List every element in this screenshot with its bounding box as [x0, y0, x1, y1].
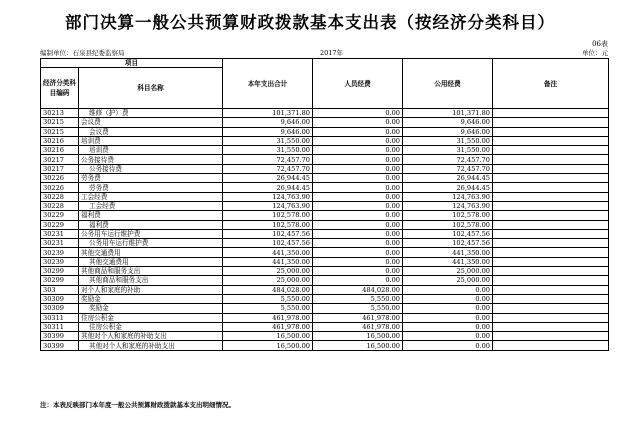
cell-public: 25,000.00	[403, 267, 493, 276]
cell-total: 5,550.00	[223, 304, 313, 313]
cell-personnel: 0.00	[313, 229, 403, 238]
table-row	[41, 257, 609, 266]
cell-total: 26,944.45	[223, 183, 313, 192]
cell-personnel: 0.00	[313, 257, 403, 266]
table-row	[41, 276, 609, 285]
expenditure-table	[40, 58, 609, 351]
cell-code: 30299	[41, 267, 79, 276]
cell-name: 工会经费	[79, 201, 223, 210]
cell-code: 30311	[41, 313, 79, 322]
cell-code: 30217	[41, 164, 79, 173]
cell-code: 30229	[41, 211, 79, 220]
cell-public: 102,457.56	[403, 239, 493, 248]
cell-name: 其他交通费用	[79, 257, 223, 266]
cell-total: 26,944.45	[223, 174, 313, 183]
cell-total: 124,763.90	[223, 192, 313, 201]
cell-remark	[493, 174, 609, 183]
cell-personnel: 461,978.00	[313, 322, 403, 331]
cell-name: 公务接待费	[79, 164, 223, 173]
cell-public: 31,550.00	[403, 136, 493, 145]
cell-remark	[493, 248, 609, 257]
cell-personnel: 0.00	[313, 239, 403, 248]
cell-personnel: 0.00	[313, 220, 403, 229]
cell-public: 124,763.90	[403, 201, 493, 210]
cell-public: 72,457.70	[403, 164, 493, 173]
cell-name: 其他商品和服务支出	[79, 276, 223, 285]
cell-remark	[493, 155, 609, 164]
cell-name: 公务用车运行维护费	[79, 239, 223, 248]
cell-public: 72,457.70	[403, 155, 493, 164]
header-project: 项目	[41, 59, 223, 68]
cell-code: 30229	[41, 220, 79, 229]
cell-code: 30231	[41, 229, 79, 238]
cell-personnel: 0.00	[313, 211, 403, 220]
cell-personnel: 16,500.00	[313, 332, 403, 341]
table-row	[41, 294, 609, 303]
table-row	[41, 136, 609, 145]
cell-public: 102,578.00	[403, 211, 493, 220]
header-total: 本年支出合计	[223, 59, 313, 109]
table-row	[41, 127, 609, 136]
cell-code: 30213	[41, 109, 79, 118]
cell-personnel: 0.00	[313, 146, 403, 155]
cell-remark	[493, 285, 609, 294]
cell-name: 其他商品和服务支出	[79, 267, 223, 276]
cell-code: 30299	[41, 276, 79, 285]
cell-total: 484,028.00	[223, 285, 313, 294]
cell-total: 102,457.56	[223, 239, 313, 248]
report-title: 部门决算一般公共预算财政拨款基本支出表（按经济分类科目）	[65, 13, 555, 32]
cell-code: 30239	[41, 248, 79, 257]
cell-total: 124,763.90	[223, 201, 313, 210]
header-name: 科目名称	[79, 68, 223, 109]
cell-public: 26,944.45	[403, 174, 493, 183]
table-row	[41, 164, 609, 173]
cell-total: 72,457.70	[223, 164, 313, 173]
cell-code: 30309	[41, 294, 79, 303]
cell-code: 30231	[41, 239, 79, 248]
cell-public: 0.00	[403, 294, 493, 303]
cell-personnel: 0.00	[313, 201, 403, 210]
cell-public: 0.00	[403, 313, 493, 322]
cell-personnel: 0.00	[313, 248, 403, 257]
footnote: 注：本表反映部门本年度一般公共预算财政拨款基本支出明细情况。	[40, 401, 235, 409]
cell-total: 5,550.00	[223, 294, 313, 303]
cell-remark	[493, 313, 609, 322]
table-row	[41, 211, 609, 220]
cell-name: 公务接待费	[79, 155, 223, 164]
cell-code: 30217	[41, 155, 79, 164]
cell-total: 461,978.00	[223, 322, 313, 331]
table-row	[41, 322, 609, 331]
table-row	[41, 313, 609, 322]
cell-code: 30215	[41, 118, 79, 127]
cell-name: 奖励金	[79, 294, 223, 303]
cell-personnel: 0.00	[313, 155, 403, 164]
table-row	[41, 220, 609, 229]
cell-personnel: 0.00	[313, 174, 403, 183]
cell-remark	[493, 294, 609, 303]
unit-label: 单位：元	[582, 49, 608, 57]
table-row	[41, 304, 609, 313]
cell-name: 公务用车运行维护费	[79, 229, 223, 238]
cell-total: 102,578.00	[223, 211, 313, 220]
table-row	[41, 174, 609, 183]
cell-remark	[493, 229, 609, 238]
cell-code: 30311	[41, 322, 79, 331]
table-row	[41, 118, 609, 127]
cell-remark	[493, 192, 609, 201]
cell-total: 25,000.00	[223, 276, 313, 285]
cell-remark	[493, 201, 609, 210]
cell-remark	[493, 322, 609, 331]
cell-total: 102,578.00	[223, 220, 313, 229]
table-row	[41, 155, 609, 164]
cell-name: 培训费	[79, 146, 223, 155]
cell-public: 101,371.80	[403, 109, 493, 118]
cell-total: 31,550.00	[223, 136, 313, 145]
cell-personnel: 0.00	[313, 276, 403, 285]
cell-name: 对个人和家庭的补助	[79, 285, 223, 294]
cell-name: 奖励金	[79, 304, 223, 313]
cell-personnel: 484,028.00	[313, 285, 403, 294]
cell-remark	[493, 146, 609, 155]
cell-public: 0.00	[403, 304, 493, 313]
cell-public: 441,350.00	[403, 257, 493, 266]
cell-personnel: 0.00	[313, 267, 403, 276]
cell-name: 培训费	[79, 136, 223, 145]
cell-remark	[493, 341, 609, 350]
cell-remark	[493, 109, 609, 118]
table-row	[41, 229, 609, 238]
cell-public: 9,646.00	[403, 127, 493, 136]
cell-personnel: 0.00	[313, 127, 403, 136]
table-row	[41, 341, 609, 350]
cell-total: 441,350.00	[223, 248, 313, 257]
cell-code: 30226	[41, 174, 79, 183]
cell-code: 30216	[41, 146, 79, 155]
cell-name: 住房公积金	[79, 313, 223, 322]
cell-public: 102,457.56	[403, 229, 493, 238]
cell-name: 维修（护）费	[79, 109, 223, 118]
cell-code: 30399	[41, 341, 79, 350]
table-number: 06表	[592, 40, 608, 48]
cell-name: 劳务费	[79, 183, 223, 192]
cell-total: 16,500.00	[223, 332, 313, 341]
header-public: 公用经费	[403, 59, 493, 109]
cell-personnel: 16,500.00	[313, 341, 403, 350]
cell-name: 福利费	[79, 220, 223, 229]
cell-code: 30399	[41, 332, 79, 341]
cell-name: 劳务费	[79, 174, 223, 183]
cell-total: 16,500.00	[223, 341, 313, 350]
table-row	[41, 248, 609, 257]
table-row	[41, 109, 609, 118]
cell-public: 0.00	[403, 341, 493, 350]
cell-code: 30226	[41, 183, 79, 192]
cell-name: 其他对个人和家庭的补助支出	[79, 332, 223, 341]
cell-code: 30239	[41, 257, 79, 266]
cell-remark	[493, 220, 609, 229]
cell-total: 441,350.00	[223, 257, 313, 266]
cell-remark	[493, 276, 609, 285]
cell-remark	[493, 136, 609, 145]
cell-public: 0.00	[403, 285, 493, 294]
cell-public: 441,350.00	[403, 248, 493, 257]
cell-code: 30228	[41, 201, 79, 210]
cell-remark	[493, 211, 609, 220]
cell-public: 9,646.00	[403, 118, 493, 127]
cell-remark	[493, 304, 609, 313]
table-row	[41, 192, 609, 201]
cell-total: 25,000.00	[223, 267, 313, 276]
cell-total: 31,550.00	[223, 146, 313, 155]
cell-personnel: 0.00	[313, 183, 403, 192]
cell-name: 工会经费	[79, 192, 223, 201]
cell-remark	[493, 239, 609, 248]
cell-name: 其他对个人和家庭的补助支出	[79, 341, 223, 350]
cell-personnel: 5,550.00	[313, 294, 403, 303]
cell-code: 30216	[41, 136, 79, 145]
header-remark: 备注	[493, 59, 609, 109]
header-code: 经济分类科目编码	[41, 68, 79, 109]
cell-code: 30309	[41, 304, 79, 313]
cell-remark	[493, 332, 609, 341]
cell-total: 102,457.56	[223, 229, 313, 238]
table-row	[41, 183, 609, 192]
cell-personnel: 0.00	[313, 192, 403, 201]
cell-remark	[493, 127, 609, 136]
table-row	[41, 146, 609, 155]
cell-public: 102,578.00	[403, 220, 493, 229]
cell-public: 124,763.90	[403, 192, 493, 201]
cell-name: 会议费	[79, 127, 223, 136]
cell-name: 住房公积金	[79, 322, 223, 331]
table-row	[41, 332, 609, 341]
cell-name: 会议费	[79, 118, 223, 127]
cell-total: 9,646.00	[223, 118, 313, 127]
cell-name: 福利费	[79, 211, 223, 220]
cell-public: 0.00	[403, 322, 493, 331]
cell-name: 其他交通费用	[79, 248, 223, 257]
header-personnel: 人员经费	[313, 59, 403, 109]
cell-personnel: 461,978.00	[313, 313, 403, 322]
cell-remark	[493, 118, 609, 127]
cell-code: 30215	[41, 127, 79, 136]
cell-personnel: 0.00	[313, 136, 403, 145]
cell-total: 9,646.00	[223, 127, 313, 136]
cell-public: 25,000.00	[403, 276, 493, 285]
table-row	[41, 201, 609, 210]
cell-code: 303	[41, 285, 79, 294]
cell-personnel: 0.00	[313, 118, 403, 127]
year-label: 2017年	[320, 49, 344, 57]
cell-code: 30228	[41, 192, 79, 201]
cell-personnel: 0.00	[313, 164, 403, 173]
cell-total: 101,371.80	[223, 109, 313, 118]
table-row	[41, 285, 609, 294]
cell-total: 72,457.70	[223, 155, 313, 164]
cell-remark	[493, 267, 609, 276]
table-row	[41, 239, 609, 248]
cell-public: 26,944.45	[403, 183, 493, 192]
org-label: 编制单位：石泉县纪委监察局	[40, 49, 125, 57]
cell-public: 0.00	[403, 332, 493, 341]
cell-personnel: 0.00	[313, 109, 403, 118]
cell-public: 31,550.00	[403, 146, 493, 155]
cell-remark	[493, 183, 609, 192]
cell-remark	[493, 257, 609, 266]
cell-remark	[493, 164, 609, 173]
report-meta	[40, 48, 608, 58]
cell-total: 461,978.00	[223, 313, 313, 322]
table-row	[41, 267, 609, 276]
cell-personnel: 5,550.00	[313, 304, 403, 313]
table-body	[41, 109, 609, 351]
